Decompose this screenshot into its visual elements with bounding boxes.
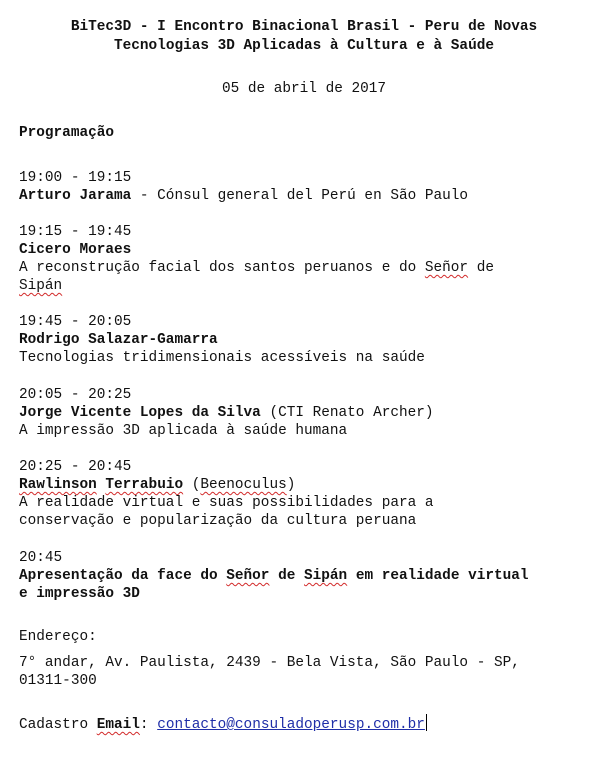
title-text: em realidade virtual [347, 568, 529, 584]
address-line-2: 01311-300 [19, 673, 97, 689]
schedule-time-5: 20:25 - 20:45 [19, 459, 132, 475]
section-heading: Programação [19, 125, 114, 141]
schedule-speaker-2: Cicero Moraes [19, 242, 132, 258]
registration-line [19, 714, 427, 734]
schedule-talk-4: A impressão 3D aplicada à saúde humana [19, 423, 348, 439]
talk-text: de [468, 260, 494, 276]
schedule-title-6-line-2: e impressão 3D [19, 586, 140, 602]
spellcheck-word: Sipán [19, 278, 63, 294]
talk-text: A reconstrução facial dos santos peruanos e do [19, 260, 425, 276]
schedule-time-3: 19:45 - 20:05 [19, 314, 132, 330]
schedule-time-6: 20:45 [19, 550, 63, 566]
schedule-title-6-line-1 [19, 567, 529, 585]
schedule-time-2: 19:15 - 19:45 [19, 224, 132, 240]
registration-label: Cadastro [19, 717, 97, 733]
title-text: Apresentação da face do [19, 568, 227, 584]
schedule-talk-2-line-1 [19, 259, 494, 277]
schedule-speaker-line-5 [19, 476, 295, 494]
title-text: de [269, 568, 304, 584]
event-title-line-2: Tecnologias 3D Aplicadas à Cultura e à Saúde [114, 38, 494, 54]
affiliation-open: ( [183, 477, 201, 493]
address-label: Endereço: [19, 629, 97, 645]
speaker-affiliation: (CTI Renato Archer) [260, 405, 434, 421]
speaker-last-name: Terrabuio [105, 477, 184, 493]
speaker-name: Jorge Vicente Lopes da Silva [19, 405, 261, 421]
schedule-talk-3: Tecnologias tridimensionais acessíveis na saúde [19, 350, 425, 366]
email-colon: : [139, 717, 158, 733]
event-title-line-1: BiTec3D - I Encontro Binacional Brasil - Peru de Novas [70, 19, 538, 35]
schedule-speaker-line-1 [19, 187, 468, 205]
schedule-speaker-line-4 [19, 404, 434, 422]
speaker-first-name: Rawlinson [19, 477, 97, 493]
spellcheck-word: Señor [424, 260, 469, 276]
address-line-1: 7° andar, Av. Paulista, 2439 - Bela Vista, São Paulo - SP, [19, 655, 520, 671]
speaker-name: Arturo Jarama [19, 188, 132, 204]
spellcheck-word: Sipán [304, 568, 348, 584]
email-link[interactable]: contacto@consuladoperusp.com.br [157, 717, 425, 733]
text-cursor [426, 714, 427, 731]
schedule-speaker-3: Rodrigo Salazar-Gamarra [19, 332, 218, 348]
schedule-time-1: 19:00 - 19:15 [19, 170, 132, 186]
affiliation-close: ) [286, 477, 296, 493]
speaker-affiliation: Beenoculus [200, 477, 287, 493]
email-label: Email [96, 717, 140, 733]
schedule-time-4: 20:05 - 20:25 [19, 387, 132, 403]
schedule-talk-2-line-2 [19, 277, 62, 295]
speaker-role: - Cónsul general del Perú en São Paulo [131, 188, 469, 204]
schedule-talk-5-line-1: A realidade virtual e suas possibilidades para a [19, 495, 434, 511]
spellcheck-word: Señor [226, 568, 270, 584]
event-date: 05 de abril de 2017 [221, 81, 387, 97]
schedule-talk-5-line-2: conservação e popularização da cultura peruana [19, 513, 417, 529]
